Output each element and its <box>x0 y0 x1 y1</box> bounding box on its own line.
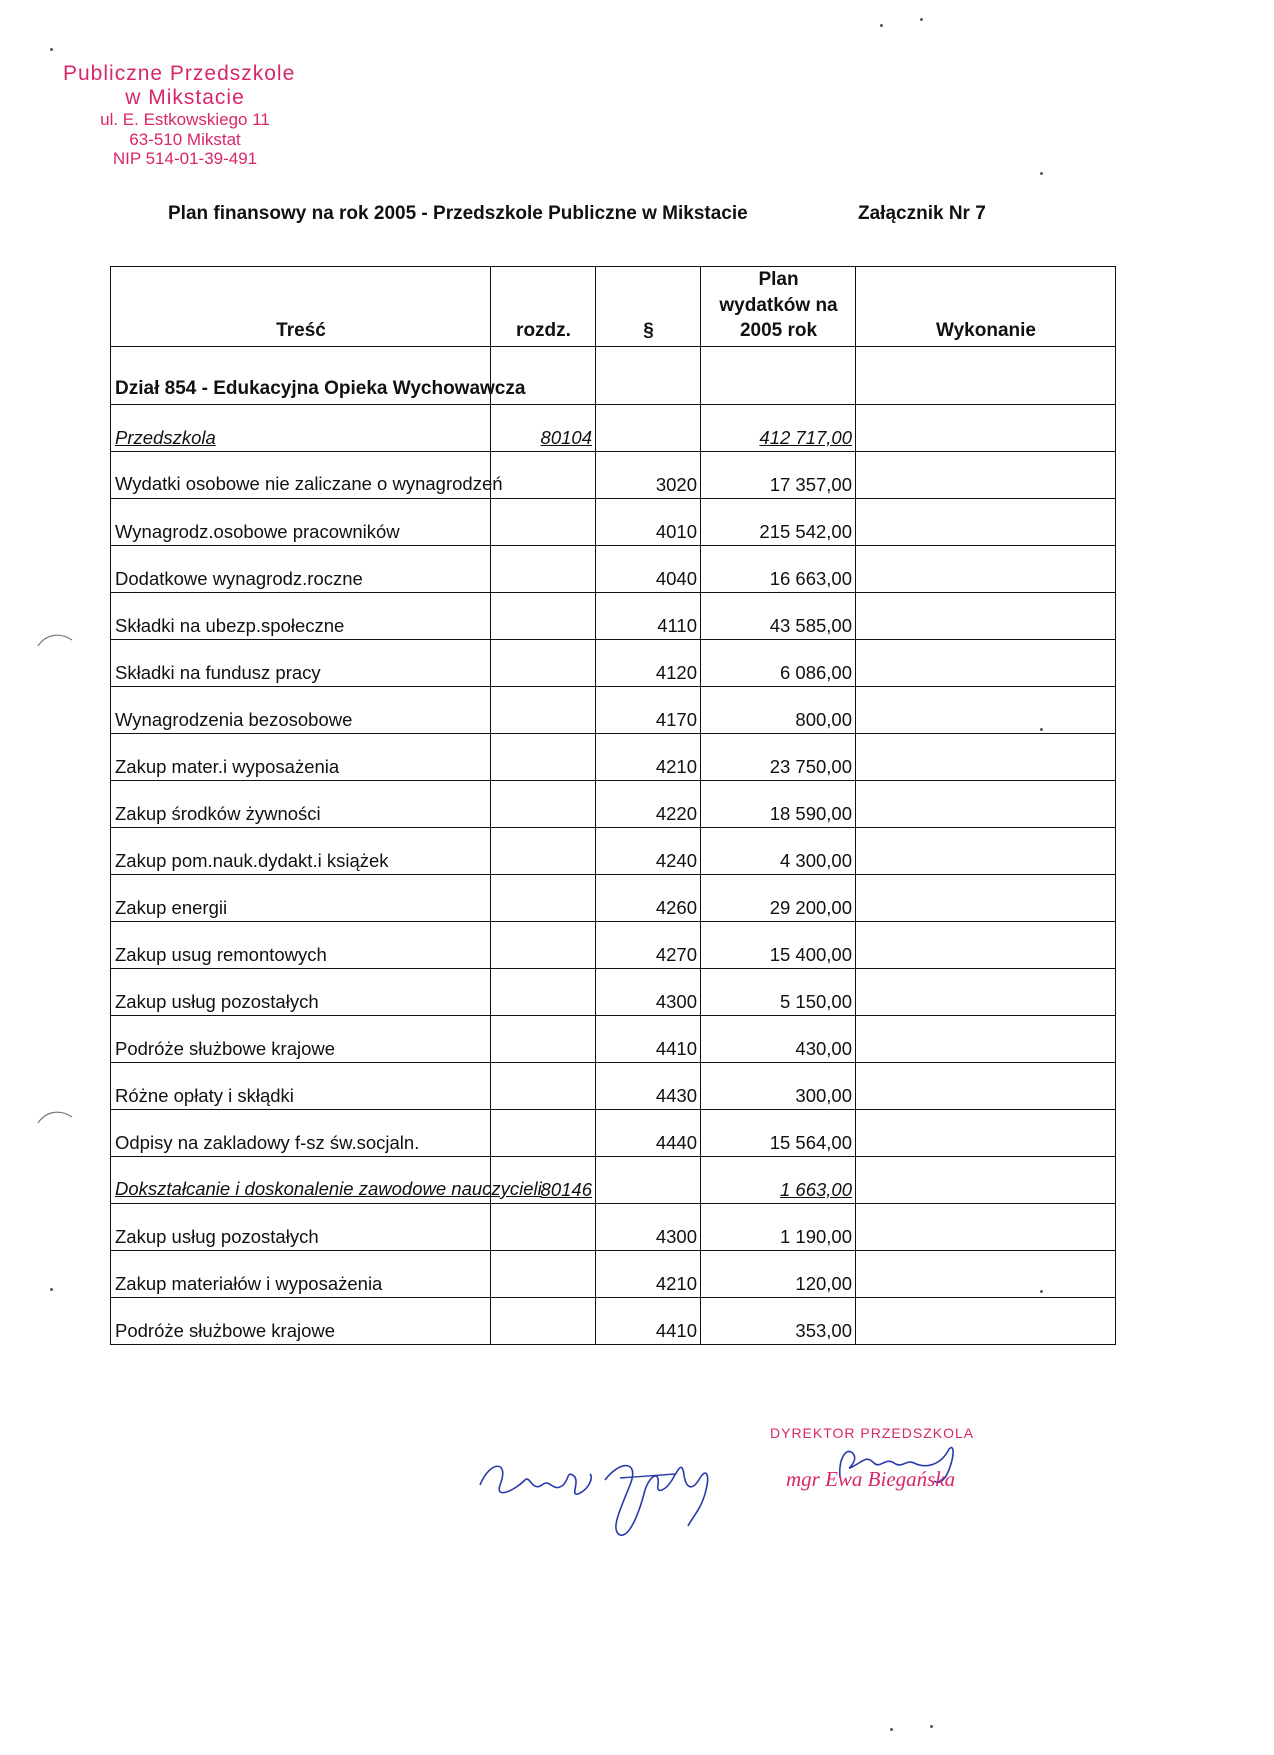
row-wykonanie <box>856 921 1116 968</box>
row-wykonanie <box>856 545 1116 592</box>
row-wykonanie <box>856 780 1116 827</box>
row-rozdz <box>491 874 596 921</box>
row-plan: 29 200,00 <box>701 874 856 921</box>
row-paragraph: 4440 <box>596 1109 701 1156</box>
table-cell-empty <box>701 346 856 404</box>
row-wykonanie <box>856 1015 1116 1062</box>
table-row <box>111 545 1116 592</box>
row-wykonanie <box>856 874 1116 921</box>
row-paragraph: 4300 <box>596 968 701 1015</box>
row-wykonanie <box>856 1156 1116 1203</box>
row-paragraph: 4220 <box>596 780 701 827</box>
table-row <box>111 639 1116 686</box>
scan-dot <box>930 1725 933 1728</box>
row-plan: 300,00 <box>701 1062 856 1109</box>
row-tresc: Zakup mater.i wyposażenia <box>111 733 491 780</box>
table-row <box>111 733 1116 780</box>
scan-dot <box>50 48 53 51</box>
signature-left <box>470 1430 730 1540</box>
row-rozdz <box>491 1297 596 1344</box>
table-row <box>111 1156 1116 1203</box>
row-paragraph: 4240 <box>596 827 701 874</box>
row-plan: 17 357,00 <box>701 451 856 498</box>
stamp-line-town: w Mikstacie <box>125 86 245 110</box>
row-plan: 120,00 <box>701 1250 856 1297</box>
row-plan: 800,00 <box>701 686 856 733</box>
stamp-line-postcode: 63-510 Mikstat <box>129 129 241 149</box>
row-tresc: Składki na fundusz pracy <box>111 639 491 686</box>
row-wykonanie <box>856 639 1116 686</box>
row-rozdz <box>491 639 596 686</box>
row-plan: 353,00 <box>701 1297 856 1344</box>
row-paragraph: 4210 <box>596 733 701 780</box>
row-paragraph: 4170 <box>596 686 701 733</box>
row-plan: 15 564,00 <box>701 1109 856 1156</box>
stamp-line-name: Publiczne Przedszkole <box>63 62 296 85</box>
row-tresc: Podróże służbowe krajowe <box>111 1015 491 1062</box>
row-wykonanie <box>856 1250 1116 1297</box>
row-rozdz <box>491 451 596 498</box>
row-tresc: Zakup usug remontowych <box>111 921 491 968</box>
row-wykonanie <box>856 404 1116 451</box>
row-rozdz <box>491 592 596 639</box>
table-row <box>111 1203 1116 1250</box>
table-row <box>111 592 1116 639</box>
row-wykonanie <box>856 498 1116 545</box>
annex-label: Załącznik Nr 7 <box>858 203 986 224</box>
table-cell-empty <box>856 346 1116 404</box>
row-tresc: Dokształcanie i doskonalenie zawodowe nauczycieli <box>111 1156 491 1203</box>
row-paragraph <box>596 404 701 451</box>
row-plan: 5 150,00 <box>701 968 856 1015</box>
row-paragraph: 3020 <box>596 451 701 498</box>
row-tresc: Podróże służbowe krajowe <box>111 1297 491 1344</box>
stamp-line-nip: NIP 514-01-39-491 <box>112 149 258 169</box>
table-row <box>111 498 1116 545</box>
row-paragraph: 4410 <box>596 1015 701 1062</box>
row-tresc: Zakup usług pozostałych <box>111 1203 491 1250</box>
row-rozdz <box>491 827 596 874</box>
row-rozdz: 80146 <box>491 1156 596 1203</box>
row-plan: 23 750,00 <box>701 733 856 780</box>
row-paragraph: 4430 <box>596 1062 701 1109</box>
row-wykonanie <box>856 1203 1116 1250</box>
table-row <box>111 1297 1116 1344</box>
row-wykonanie <box>856 1109 1116 1156</box>
row-rozdz: 80104 <box>491 404 596 451</box>
director-title: DYREKTOR PRZEDSZKOLA <box>770 1425 975 1441</box>
scan-dot <box>880 24 883 27</box>
table-row <box>111 968 1116 1015</box>
row-tresc: Różne opłaty i skłądki <box>111 1062 491 1109</box>
header-plan-line2: wydatków na <box>719 294 838 316</box>
row-rozdz <box>491 545 596 592</box>
header-paragraph: § <box>596 267 701 347</box>
row-wykonanie <box>856 733 1116 780</box>
row-paragraph: 4120 <box>596 639 701 686</box>
row-rozdz <box>491 968 596 1015</box>
row-wykonanie <box>856 968 1116 1015</box>
row-rozdz <box>491 1015 596 1062</box>
row-tresc: Wynagrodz.osobowe pracowników <box>111 498 491 545</box>
row-wykonanie <box>856 1297 1116 1344</box>
row-plan: 6 086,00 <box>701 639 856 686</box>
row-plan: 43 585,00 <box>701 592 856 639</box>
row-rozdz <box>491 733 596 780</box>
section-title: Dział 854 - Edukacyjna Opieka Wychowawcza <box>111 346 491 404</box>
header-plan <box>701 267 856 347</box>
director-name: mgr Ewa Biegańska <box>786 1467 956 1491</box>
table-row <box>111 780 1116 827</box>
scan-dot <box>50 1288 53 1291</box>
row-paragraph: 4010 <box>596 498 701 545</box>
financial-plan-table <box>110 266 1116 1345</box>
row-tresc: Zakup pom.nauk.dydakt.i książek <box>111 827 491 874</box>
row-tresc: Wynagrodzenia bezosobowe <box>111 686 491 733</box>
row-wykonanie <box>856 451 1116 498</box>
row-paragraph: 4110 <box>596 592 701 639</box>
row-paragraph: 4410 <box>596 1297 701 1344</box>
table-row <box>111 686 1116 733</box>
header-plan-line1: Plan <box>758 269 799 290</box>
director-stamp <box>770 1415 1010 1525</box>
row-plan: 4 300,00 <box>701 827 856 874</box>
scan-dot <box>920 18 923 21</box>
table-row <box>111 404 1116 451</box>
table-row <box>111 451 1116 498</box>
row-rozdz <box>491 921 596 968</box>
row-tresc: Dodatkowe wynagrodz.roczne <box>111 545 491 592</box>
row-rozdz <box>491 1062 596 1109</box>
row-plan: 215 542,00 <box>701 498 856 545</box>
row-plan: 18 590,00 <box>701 780 856 827</box>
row-paragraph: 4040 <box>596 545 701 592</box>
school-stamp <box>55 62 355 169</box>
row-paragraph: 4260 <box>596 874 701 921</box>
row-tresc: Zakup usług pozostałych <box>111 968 491 1015</box>
row-tresc: Odpisy na zakladowy f-sz św.socjaln. <box>111 1109 491 1156</box>
row-wykonanie <box>856 827 1116 874</box>
table-header-row <box>111 267 1116 347</box>
punch-hole-mark <box>36 628 76 648</box>
row-wykonanie <box>856 686 1116 733</box>
row-paragraph <box>596 1156 701 1203</box>
stamp-line-street: ul. E. Estkowskiego 11 <box>100 110 270 130</box>
table-row <box>111 827 1116 874</box>
row-rozdz <box>491 1203 596 1250</box>
page-title: Plan finansowy na rok 2005 - Przedszkole Publiczne w Mikstacie <box>168 203 748 224</box>
table-row <box>111 874 1116 921</box>
table-row <box>111 1015 1116 1062</box>
row-tresc: Zakup energii <box>111 874 491 921</box>
row-rozdz <box>491 1250 596 1297</box>
row-plan: 430,00 <box>701 1015 856 1062</box>
row-plan: 412 717,00 <box>701 404 856 451</box>
table-row <box>111 921 1116 968</box>
table-row <box>111 1062 1116 1109</box>
table-cell-empty <box>596 346 701 404</box>
table-row <box>111 1250 1116 1297</box>
table-row <box>111 1109 1116 1156</box>
row-plan: 16 663,00 <box>701 545 856 592</box>
row-rozdz <box>491 498 596 545</box>
row-rozdz <box>491 686 596 733</box>
scan-dot <box>890 1728 893 1731</box>
row-tresc: Przedszkola <box>111 404 491 451</box>
row-wykonanie <box>856 592 1116 639</box>
row-tresc: Wydatki osobowe nie zaliczane o wynagrodzeń <box>111 451 491 498</box>
row-plan: 1 190,00 <box>701 1203 856 1250</box>
row-tresc: Składki na ubezp.społeczne <box>111 592 491 639</box>
header-plan-line3: 2005 rok <box>739 320 818 342</box>
punch-hole-mark <box>36 1105 76 1125</box>
header-rozdz: rozdz. <box>491 267 596 347</box>
row-plan: 1 663,00 <box>701 1156 856 1203</box>
row-paragraph: 4300 <box>596 1203 701 1250</box>
row-tresc: Zakup materiałów i wyposażenia <box>111 1250 491 1297</box>
scan-dot <box>1040 172 1043 175</box>
scan-dot <box>1040 728 1043 731</box>
scan-dot <box>1040 1290 1043 1293</box>
row-paragraph: 4270 <box>596 921 701 968</box>
section-row <box>111 346 1116 404</box>
row-tresc: Zakup środków żywności <box>111 780 491 827</box>
header-wykonanie: Wykonanie <box>856 267 1116 347</box>
row-rozdz <box>491 780 596 827</box>
header-tresc: Treść <box>111 267 491 347</box>
row-rozdz <box>491 1109 596 1156</box>
row-paragraph: 4210 <box>596 1250 701 1297</box>
row-plan: 15 400,00 <box>701 921 856 968</box>
row-wykonanie <box>856 1062 1116 1109</box>
